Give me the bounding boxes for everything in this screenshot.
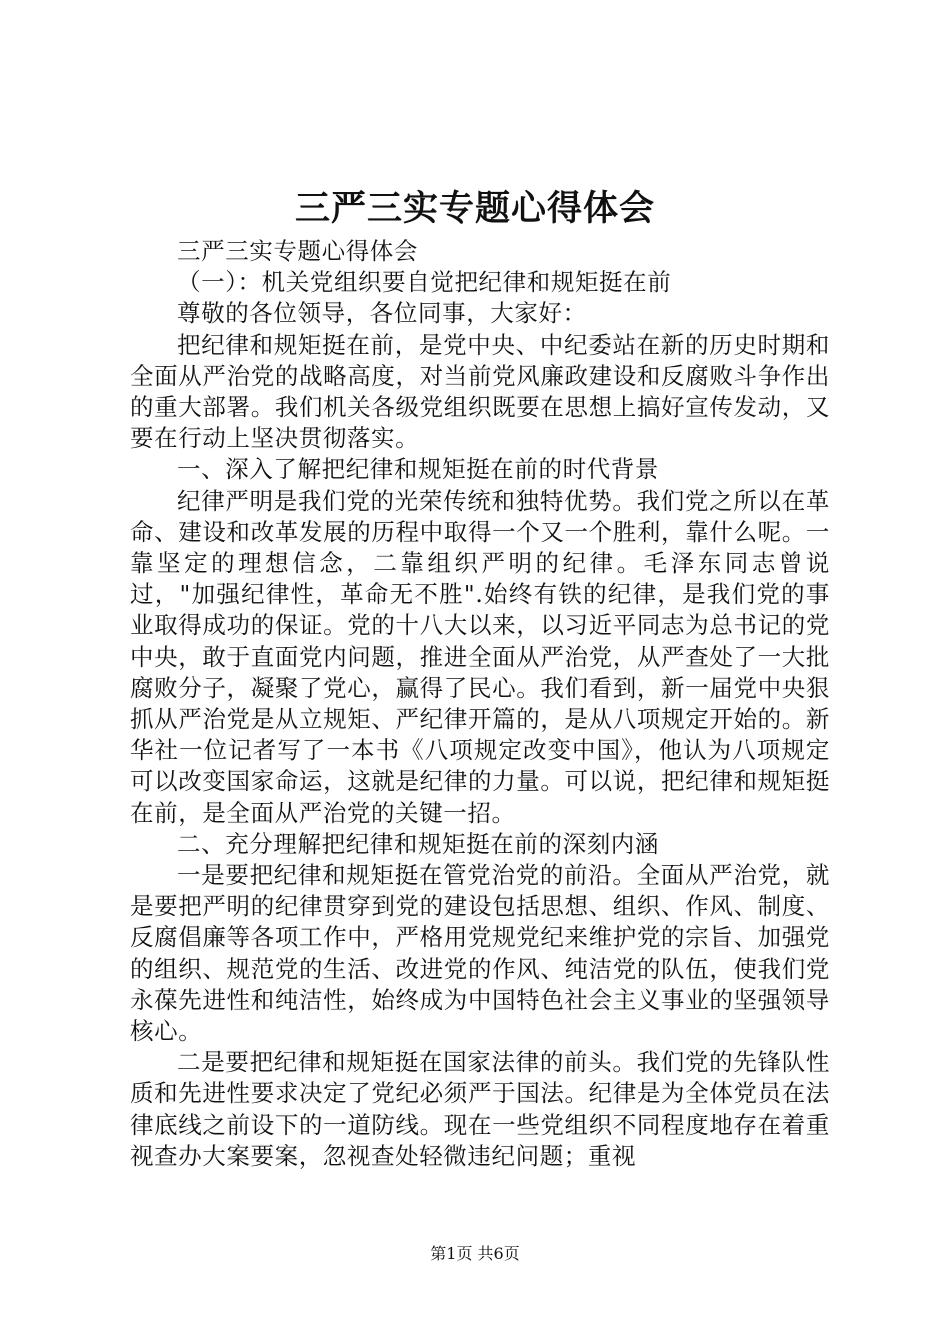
paragraph-section-heading: （一）：机关党组织要自觉把纪律和规矩挺在前 — [177, 268, 672, 297]
document-title: 三严三实专题心得体会 — [294, 188, 655, 229]
paragraph-background: 纪律严明是我们党的光荣传统和独特优势。我们党之所以在革命、建设和改革发展的历程中取得一个又一个胜利，靠什么呢。一靠坚定的理想信念，二靠组织严明的纪律。毛泽东同志曾说过，"加强纪律性，革命无不胜".始终有铁的纪律，是我们党的事业取得成功的保证。党的十八大以来，以习近平同志为总书记的党中央，敢于直面党内问题，推进全面从严治党，从严查处了一大批腐败分子，凝聚了党心，赢得了民心。我们看到，新一届党中央狠抓从严治党是从立规矩、严纪律开篇的，是从八项规定开始的。新华社一位记者写了一本书《八项规定改变中国》，他认为八项规定可以改变国家命运，这就是纪律的力量。可以说，把纪律和规矩挺在前，是全面从严治党的关键一招。 — [130, 486, 830, 827]
paragraph-point-one: 一是要把纪律和规矩挺在管党治党的前沿。全面从严治党，就是要把严明的纪律贯穿到党的建设包括思想、组织、作风、制度、反腐倡廉等各项工作中，严格用党规党纪来维护党的宗旨、加强党的组织、规范党的生活、改进党的作风、纯洁党的队伍，使我们党永葆先进性和纯洁性，始终成为中国特色社会主义事业的坚强领导核心。 — [130, 861, 830, 1046]
paragraph-subtitle: 三严三实专题心得体会 — [177, 237, 418, 265]
paragraph-intro: 把纪律和规矩挺在前，是党中央、中纪委站在新的历史时期和全面从严治党的战略高度，对当前党风廉政建设和反腐败斗争作出的重大部署。我们机关各级党组织既要在思想上搞好宣传发动，又要在行动上坚决贯彻落实。 — [130, 330, 830, 453]
paragraph-heading-two: 二、充分理解把纪律和规矩挺在前的深刻内涵 — [177, 829, 659, 858]
paragraph-greeting: 尊敬的各位领导，各位同事，大家好： — [177, 299, 587, 328]
paragraph-heading-one: 一、深入了解把纪律和规矩挺在前的时代背景 — [177, 455, 659, 484]
page-footer: 第1页 共6页 — [430, 1244, 520, 1263]
paragraph-point-two: 二是要把纪律和规矩挺在国家法律的前头。我们党的先锋队性质和先进性要求决定了党纪必须严于国法。纪律是为全体党员在法律底线之前设下的一道防线。现在一些党组织不同程度地存在着重视查办大案要案，忽视查处轻微违纪问题；重视 — [130, 1048, 830, 1170]
document-body — [130, 236, 830, 1172]
